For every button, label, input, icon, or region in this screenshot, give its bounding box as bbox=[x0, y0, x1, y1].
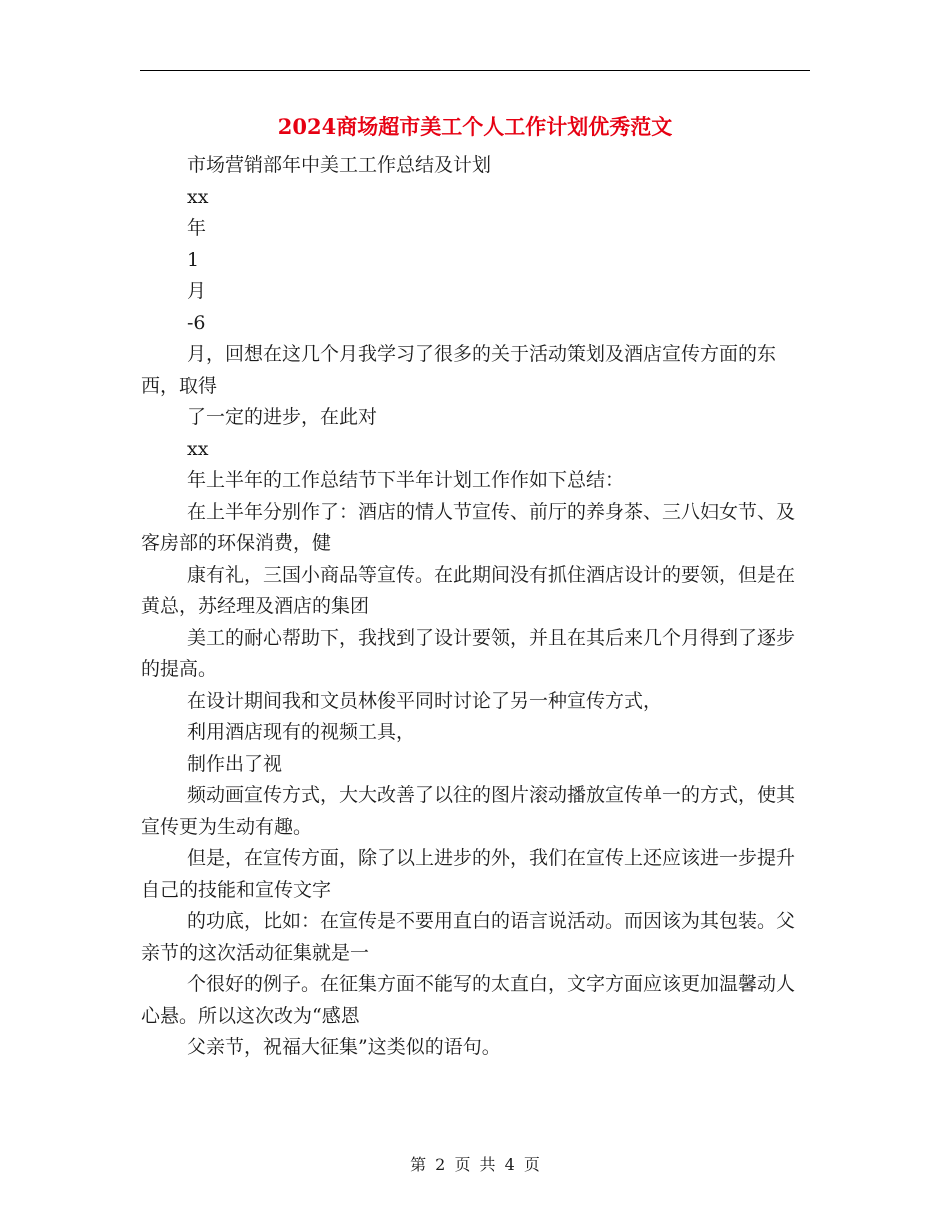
paragraph: 制作出了视 bbox=[187, 752, 283, 775]
paragraph: xx bbox=[187, 437, 209, 460]
paragraph: 个很好的例子。在征集方面不能写的太直白，文字方面应该更加温馨动人心悬。所以这次改为“感恩 bbox=[141, 973, 796, 1027]
paragraph: 在上半年分别作了：酒店的情人节宣传、前厅的养身茶、三八妇女节、及客房部的环保消费，健 bbox=[141, 500, 796, 554]
paragraph: 利用酒店现有的视频工具， bbox=[187, 721, 416, 743]
paragraph: 月，回想在这几个月我学习了很多的关于活动策划及酒店宣传方面的东西，取得 bbox=[141, 343, 777, 397]
paragraph: 父亲节，祝福大征集”这类似的语句。 bbox=[187, 1036, 501, 1058]
document-body bbox=[141, 150, 813, 1064]
paragraph: 美工的耐心帮助下，我找到了设计要领，并且在其后来几个月得到了逐步的提高。 bbox=[141, 626, 796, 680]
paragraph: 的功底，比如：在宣传是不要用直白的语言说活动。而因该为其包装。父亲节的这次活动征集就是一 bbox=[141, 910, 796, 964]
page-number-footer: 第 2 页 共 4 页 bbox=[410, 1155, 540, 1174]
document-title: 2024商场超市美工个人工作计划优秀范文 bbox=[277, 114, 673, 139]
paragraph: 了一定的进步，在此对 bbox=[187, 406, 378, 428]
paragraph: 年 bbox=[187, 217, 207, 239]
header-rule bbox=[140, 70, 810, 71]
paragraph: 月 bbox=[187, 280, 207, 302]
paragraph: 康有礼，三国小商品等宣传。在此期间没有抓住酒店设计的要领，但是在黄总，苏经理及酒店的集团 bbox=[141, 563, 796, 617]
paragraph: 市场营销部年中美工工作总结及计划 bbox=[187, 154, 492, 176]
paragraph: 频动画宣传方式，大大改善了以往的图片滚动播放宣传单一的方式，使其宣传更为生动有趣。 bbox=[141, 784, 796, 838]
paragraph: 1 bbox=[187, 248, 200, 271]
paragraph: 年上半年的工作总结节下半年计划工作作如下总结： bbox=[187, 469, 625, 491]
paragraph: 但是，在宣传方面，除了以上进步的外，我们在宣传上还应该进一步提升自己的技能和宣传文字 bbox=[141, 847, 796, 901]
paragraph: -6 bbox=[187, 311, 206, 334]
paragraph: 在设计期间我和文员林俊平同时讨论了另一种宣传方式， bbox=[187, 689, 663, 712]
paragraph: xx bbox=[187, 185, 209, 208]
